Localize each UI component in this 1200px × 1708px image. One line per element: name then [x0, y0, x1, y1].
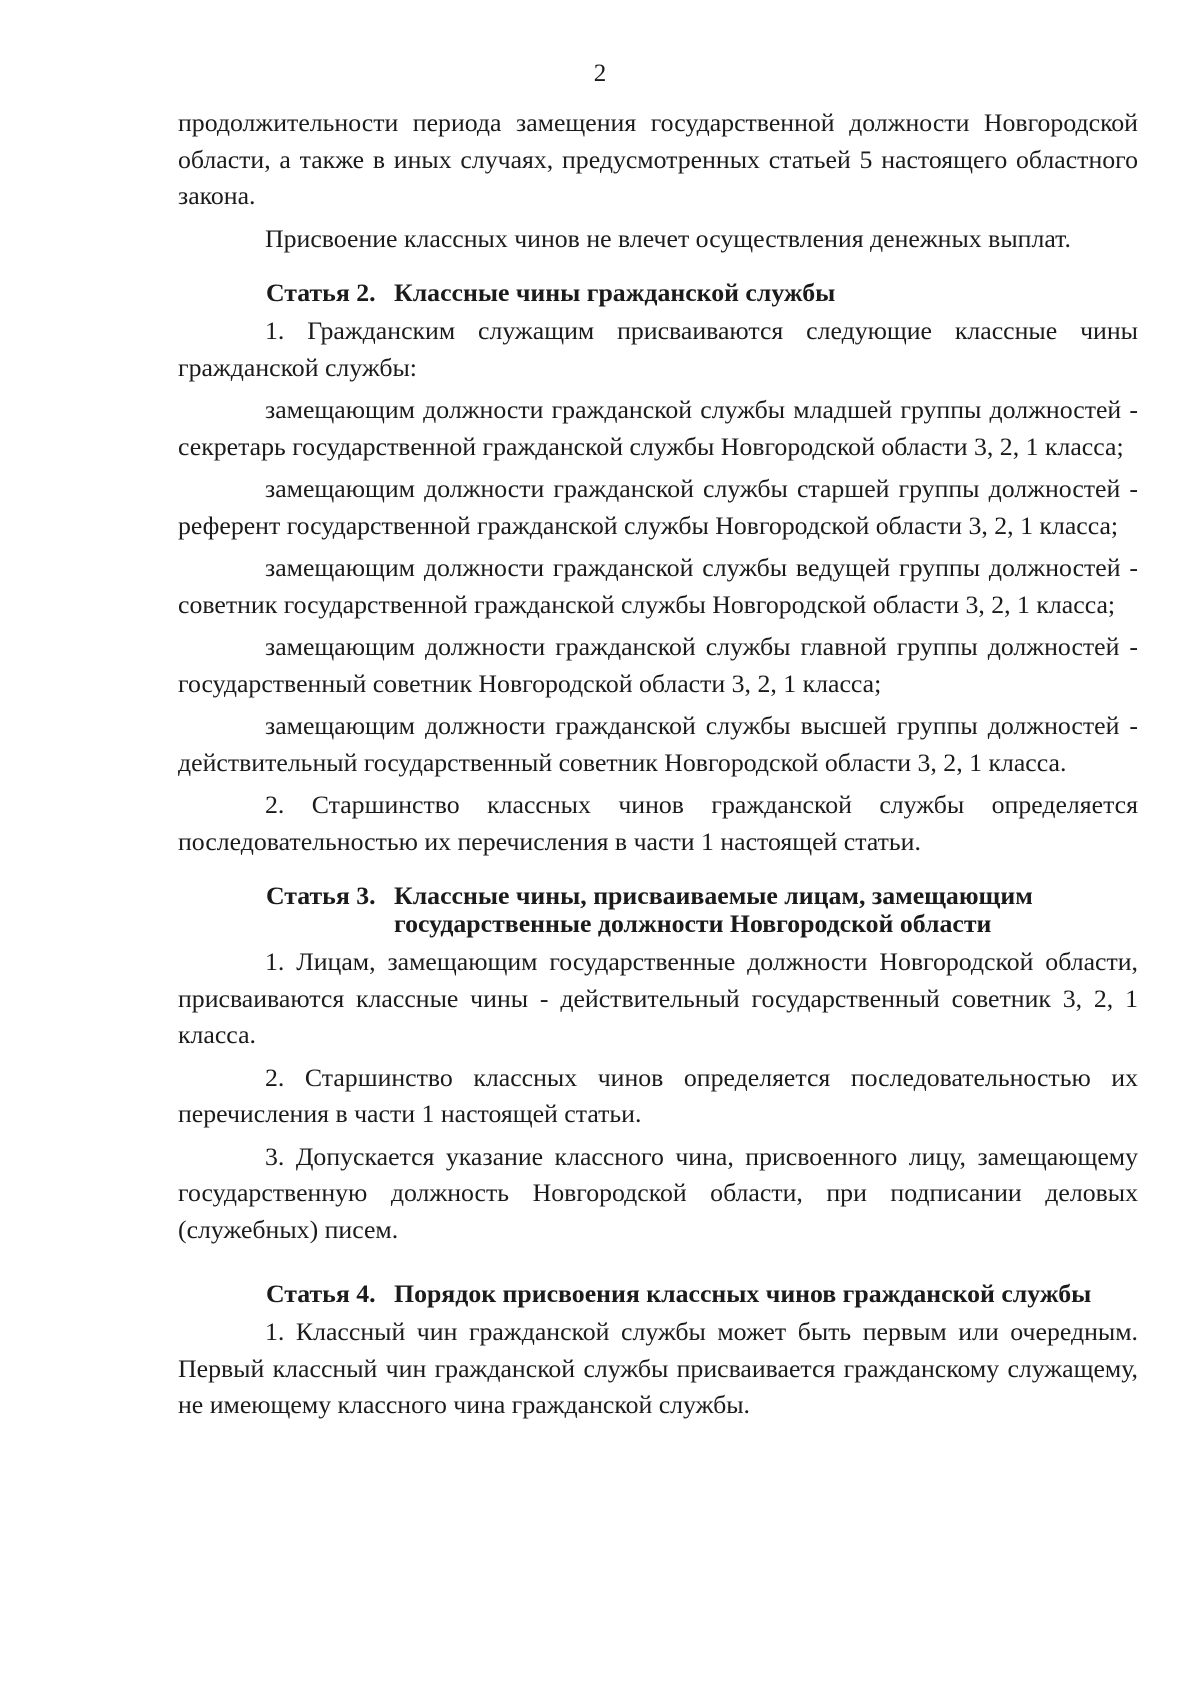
article-2-paragraph: замещающим должности гражданской службы младшей группы должностей - секретарь государственной гражданской службы Новгородской области 3, 2, 1 класса; [178, 395, 1138, 461]
article-3-paragraph: 1. Лицам, замещающим государственные должности Новгородской области, присваиваются классные чины - действительный государственный советник 3, 2, 1 класса. [178, 947, 1138, 1049]
article-2-number: Статья 2. [266, 278, 376, 307]
intro-paragraph-2: Присвоение классных чинов не влечет осуществления денежных выплат. [265, 223, 1071, 253]
article-3-number: Статья 3. [266, 881, 376, 910]
page-number: 2 [593, 60, 607, 87]
article-2-paragraph: замещающим должности гражданской службы ведущей группы должностей - советник государственной гражданской службы Новгородской области 3, 2, 1 класса; [178, 553, 1138, 619]
article-4-heading [178, 1280, 1138, 1308]
article-2-paragraph: 1. Гражданским служащим присваиваются следующие классные чины гражданской службы: [178, 316, 1138, 382]
article-3-paragraph: 2. Старшинство классных чинов определяется последовательностью их перечисления в части 1 настоящей статьи. [178, 1062, 1138, 1128]
article-4-title: Порядок присвоения классных чинов гражданской службы [394, 1279, 1092, 1308]
article-4-number: Статья 4. [266, 1279, 376, 1308]
article-2-paragraph: замещающим должности гражданской службы высшей группы должностей - действительный государственный советник Новгородской области 3, 2, 1 класса. [178, 711, 1138, 777]
article-2-title: Классные чины гражданской службы [394, 278, 836, 307]
article-3-title: Классные чины, присваиваемые лицам, замещающим государственные должности Новгородской области [394, 881, 1033, 938]
document-body [178, 105, 1138, 1424]
intro-paragraph-1: продолжительности периода замещения государственной должности Новгородской области, а также в иных случаях, предусмотренных статьей 5 настоящего областного закона. [178, 108, 1138, 210]
article-3-heading [178, 882, 1138, 938]
article-2-paragraph: замещающим должности гражданской службы главной группы должностей - государственный советник Новгородской области 3, 2, 1 класса; [178, 632, 1138, 698]
article-4-paragraph: 1. Классный чин гражданской службы может быть первым или очередным. Первый классный чин гражданской службы присваивается гражданскому служащему, не имеющему классного чина гражданской службы. [178, 1317, 1138, 1419]
article-2-paragraph: 2. Старшинство классных чинов гражданской службы определяется последовательностью их перечисления в части 1 настоящей статьи. [178, 790, 1138, 856]
article-2-heading [178, 279, 1138, 307]
article-2-paragraph: замещающим должности гражданской службы старшей группы должностей - референт государственной гражданской службы Новгородской области 3, 2, 1 класса; [178, 474, 1138, 540]
article-3-paragraph: 3. Допускается указание классного чина, присвоенного лицу, замещающему государственную должность Новгородской области, при подписании деловых (служебных) писем. [178, 1141, 1138, 1244]
